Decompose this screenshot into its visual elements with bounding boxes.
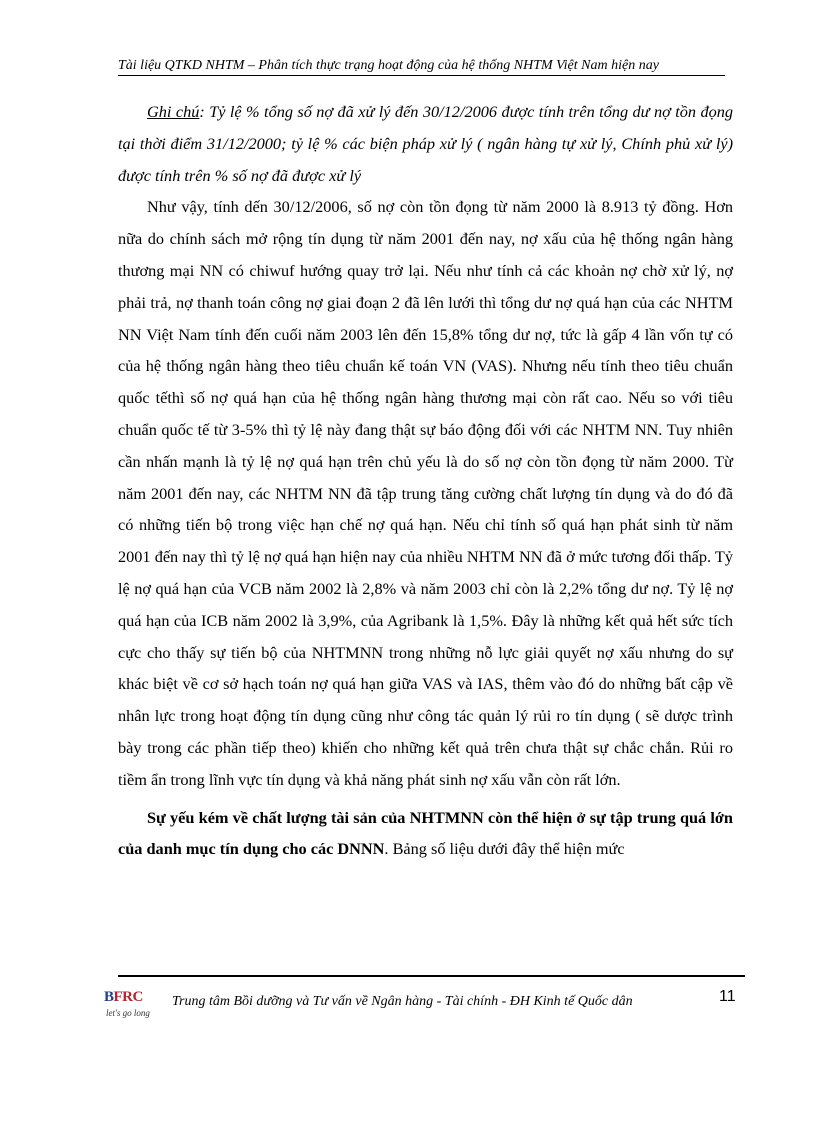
page-number: 11 (719, 988, 736, 1005)
footer-divider (118, 975, 745, 977)
bfrc-logo (104, 989, 152, 1029)
logo-wordmark (104, 989, 143, 1006)
note-paragraph (118, 96, 733, 191)
note-label: Ghi chú (147, 102, 200, 121)
emphasis-text: Sự yếu kém về chất lượng tài sản của NHTMNN còn thể hiện ở sự tập trung quá lớn của danh mục tín dụng cho các DNNN (118, 807, 733, 859)
body-paragraph-2 (118, 802, 733, 866)
body-paragraph-1: Như vậy, tính dến 30/12/2006, số nợ còn tồn đọng từ năm 2000 là 8.913 tỷ đồng. Hơn nữa do chính sách mở rộng tín dụng từ năm 2001 đến nay, nợ xấu của hệ thống ngân hàng thương mại NN có chiwuf hướng quay trở lại. Nếu như tính cả các khoản nợ chờ xử lý, nợ phải trả, nợ thanh toán công nợ giai đoạn 2 đã lên lưới thì tổng dư nợ quá hạn của các NHTM NN Việt Nam tính đến cuối năm 2003 lên đến 15,8% tổng dư nợ, tức là gấp 4 lần vốn tự có của hệ thống ngân hàng theo tiêu chuẩn kế toán VN (VAS). Nhưng nếu tính theo tiêu chuẩn quốc tếthì số nợ quá hạn của hệ thống ngân hàng thương mại còn rất cao. Nếu so với tiêu chuẩn quốc tế từ 3-5% thì tỷ lệ này đang thật sự báo động đối với các NHTM NN. Tuy nhiên cần nhấn mạnh là tỷ lệ nợ quá hạn trên chủ yếu là do số nợ còn tồn đọng từ năm 2000. Từ năm 2001 đến nay, các NHTM NN đã tập trung tăng cường chất lượng tín dụng và do đó đã có những tiến bộ trong việc hạn chế nợ quá hạn. Nếu chỉ tính số quá hạn phát sinh từ năm 2001 đến nay thì tỷ lệ nợ quá hạn hiện nay của nhiều NHTM NN đã ở mức tương đối thấp. Tỷ lệ nợ quá hạn của VCB năm 2002 là 2,8% và năm 2003 chỉ còn là 2,2% tổng dư nợ. Tỷ lệ nợ quá hạn của ICB năm 2002 là 3,9%, của Agribank là 1,5%. Đây là những kết quả hết sức tích cực cho thấy sự tiến bộ của NHTMNN trong những nỗ lực giải quyết nợ xấu nhưng do sự khác biệt về cơ sở hạch toán nợ quá hạn giữa VAS và IAS, thêm vào đó do những bất cập về nhân lực trong hoạt động tín dụng cũng như công tác quản lý rủi ro tín dụng ( sẽ dược trình bày trong các phần tiếp theo) khiến cho những kết quả trên chưa thật sự chắc chắn. Rủi ro tiềm ẩn trong lĩnh vực tín dụng và khả năng phát sinh nợ xấu vẫn còn rất lớn. (118, 197, 733, 789)
logo-letter-b: B (104, 989, 114, 1005)
logo-tagline: let's go long (106, 1008, 150, 1018)
footer-organization: Trung tâm Bồi dưỡng và Tư vấn về Ngân hàng - Tài chính - ĐH Kinh tế Quốc dân (172, 994, 633, 1009)
document-body (118, 96, 733, 865)
note-text: : Tỷ lệ % tổng số nợ đã xử lý đến 30/12/2006 được tính trên tổng dư nợ tồn đọng tại thời điểm 31/12/2000; tỷ lệ % các biện pháp xử lý ( ngân hàng tự xử lý, Chính phủ xử lý) được tính trên % số nợ đã được xử lý (118, 102, 734, 185)
paragraph-continuation: . Bảng số liệu dưới đây thể hiện mức (384, 839, 625, 859)
page-header: Tài liệu QTKD NHTM – Phân tích thực trạng hoạt động của hệ thống NHTM Việt Nam hiện nay (118, 58, 725, 76)
logo-letters-frc: FRC (113, 989, 143, 1005)
